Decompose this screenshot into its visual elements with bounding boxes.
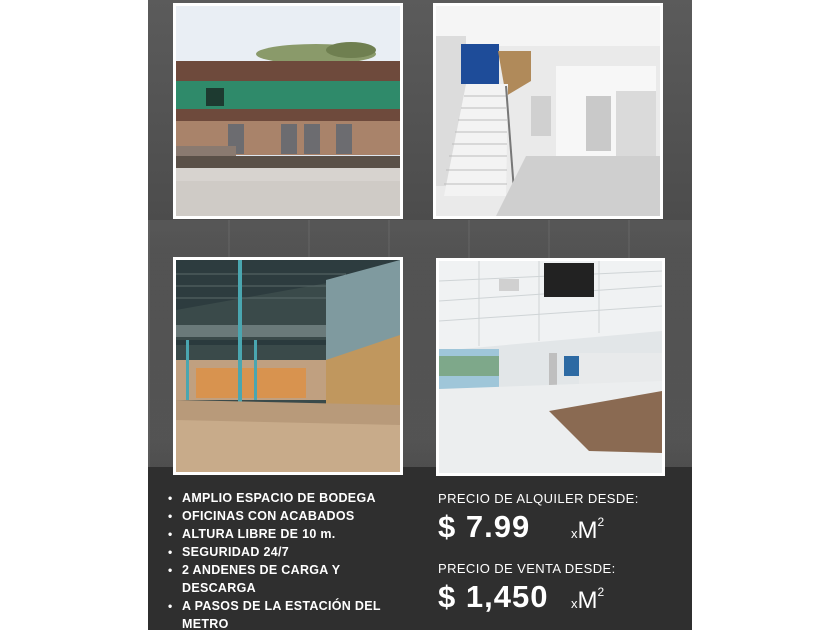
- rent-price-unit: [571, 517, 604, 545]
- list-item: [166, 597, 411, 630]
- rent-price-value: $ 7.99: [438, 509, 531, 544]
- bullet: •: [168, 599, 173, 613]
- sale-price-block: [438, 561, 616, 623]
- feature-text: SEGURIDAD 24/7: [182, 545, 290, 559]
- bullet: •: [168, 527, 173, 541]
- unit-prefix: x: [571, 526, 578, 541]
- warehouse-interior-photo: [173, 257, 403, 475]
- unit-exponent: 2: [597, 585, 605, 599]
- warehouse-exterior-photo: [173, 3, 403, 219]
- unit-exponent: 2: [597, 515, 605, 529]
- bullet: •: [168, 545, 173, 559]
- bullet: •: [168, 509, 173, 523]
- list-item: [166, 561, 411, 597]
- bullet: •: [168, 563, 173, 577]
- unit-symbol: M: [577, 517, 598, 544]
- rent-price-label: PRECIO DE ALQUILER DESDE:: [438, 491, 639, 506]
- sale-price-value: $ 1,450: [438, 579, 549, 614]
- list-item: [166, 543, 411, 561]
- feature-text: A PASOS DE LA ESTACIÓN DEL METRO: [182, 599, 381, 630]
- rent-price-block: [438, 491, 639, 553]
- feature-text: OFICINAS CON ACABADOS: [182, 509, 355, 523]
- unit-symbol: M: [577, 587, 598, 614]
- sale-price-label: PRECIO DE VENTA DESDE:: [438, 561, 616, 576]
- sale-price-unit: [571, 587, 604, 615]
- sale-price-row: [438, 579, 616, 623]
- unit-prefix: x: [571, 596, 578, 611]
- bullet: •: [168, 491, 173, 505]
- office-staircase-photo: [433, 3, 663, 219]
- list-item: [166, 525, 411, 543]
- rent-price-row: [438, 509, 639, 553]
- feature-text: ALTURA LIBRE DE 10 m.: [182, 527, 336, 541]
- feature-text: AMPLIO ESPACIO DE BODEGA: [182, 491, 376, 505]
- property-flyer: [148, 0, 692, 630]
- office-floor-photo: [436, 258, 665, 476]
- features-list: [166, 489, 411, 630]
- list-item: [166, 507, 411, 525]
- feature-text: 2 ANDENES DE CARGA Y DESCARGA: [182, 563, 341, 595]
- list-item: [166, 489, 411, 507]
